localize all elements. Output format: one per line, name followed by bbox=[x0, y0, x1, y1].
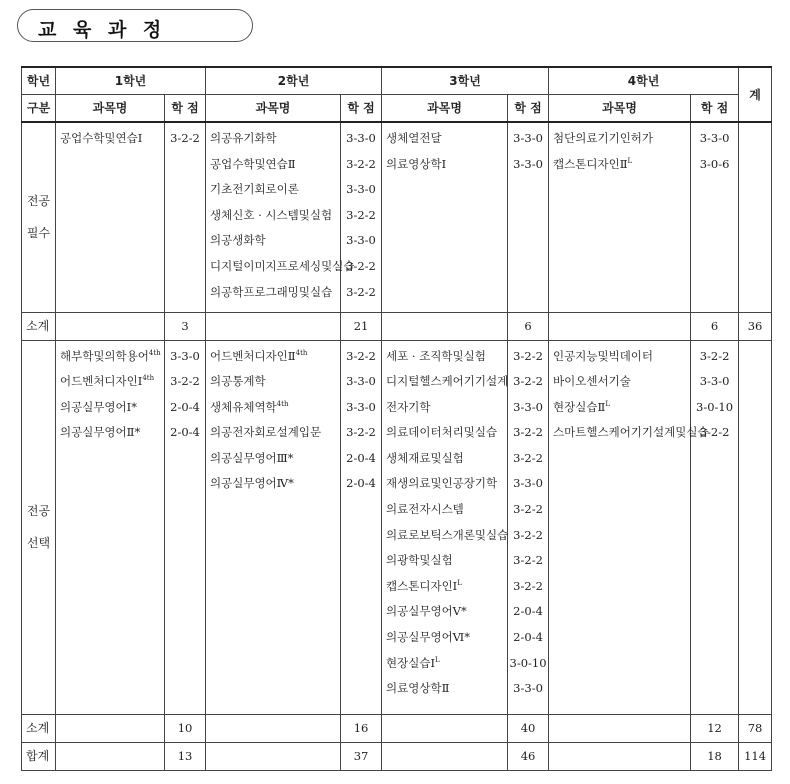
course-name: 재생의료및인공장기학 bbox=[386, 476, 498, 491]
required-y1-credits bbox=[165, 122, 206, 312]
required-y4-credits bbox=[691, 122, 739, 312]
year-4-header: 4학년 bbox=[549, 67, 739, 95]
required-y1-courses bbox=[56, 122, 165, 312]
course-name: 의료로보틱스개론및실습 bbox=[386, 527, 509, 542]
course-credit: 3-3-0 bbox=[346, 374, 376, 389]
elective-subtotal-row bbox=[22, 714, 772, 742]
course-name: 의공실무영어Ⅱ* bbox=[60, 425, 141, 440]
course-credit: 3-3-0 bbox=[699, 131, 730, 145]
subtotal-y1: 3 bbox=[165, 312, 206, 340]
subtotal-total: 36 bbox=[739, 312, 772, 340]
course-name: 현장실습Ⅰ$^L$ bbox=[386, 655, 440, 670]
course-name: 의공전자회로설계입문 bbox=[210, 425, 322, 440]
course-credit: 3-2-2 bbox=[699, 348, 730, 363]
course-credit: 3-2-2 bbox=[513, 527, 543, 542]
required-row bbox=[22, 122, 772, 312]
elective-y4-courses bbox=[549, 340, 709, 714]
required-y2-credits bbox=[341, 122, 382, 312]
course-name: 의공학프로그래밍및실습 bbox=[210, 284, 333, 299]
year-1-header: 1학년 bbox=[56, 67, 206, 95]
course-credit: 3-2-2 bbox=[513, 348, 543, 363]
course-name: 의료영상학Ⅰ bbox=[386, 156, 447, 171]
required-y4-courses bbox=[549, 122, 691, 312]
course-name: 의공실무영어Ⅲ* bbox=[210, 450, 294, 465]
grand-total-total: 114 bbox=[739, 742, 772, 770]
course-credit: 3-3-0 bbox=[513, 681, 543, 696]
credit-header: 학 점 bbox=[165, 95, 206, 123]
course-name: 현장실습Ⅱ$^L$ bbox=[553, 399, 610, 414]
course-credit: 2-0-4 bbox=[513, 604, 543, 619]
section-title: 교 육 과 정 bbox=[38, 19, 167, 41]
course-name: 의료데이터처리및실습 bbox=[386, 425, 498, 440]
course-name: 생체신호 · 시스템및실험 bbox=[210, 207, 333, 222]
elective-y3-credits bbox=[508, 340, 549, 714]
course-name: 어드벤처디자인Ⅱ$^{4th}$ bbox=[210, 348, 308, 363]
grand-total-label: 합계 bbox=[22, 742, 56, 770]
course-header: 과목명 bbox=[206, 95, 341, 123]
course-name: 디지털헬스케어기기설계 bbox=[386, 374, 509, 389]
credit-header: 학 점 bbox=[341, 95, 382, 123]
required-y2-courses bbox=[206, 122, 355, 312]
subtotal-total: 78 bbox=[739, 714, 772, 742]
elective-y1-courses bbox=[56, 340, 165, 714]
course-name: 의공실무영어Ⅳ* bbox=[210, 476, 294, 491]
course-name-capstone: 캡스톤디자인Ⅱ$^L$ bbox=[553, 156, 633, 171]
grand-total-y3: 46 bbox=[508, 742, 549, 770]
elective-y3-courses bbox=[382, 340, 508, 714]
course-name: 의공유기화학 bbox=[210, 131, 277, 145]
subtotal-label: 소계 bbox=[22, 312, 56, 340]
course-credit: 3-3-0 bbox=[346, 233, 376, 248]
course-name: 첨단의료기기인허가 bbox=[553, 131, 654, 145]
course-credit: 3-2-2 bbox=[513, 553, 543, 568]
course-name: 인공지능및빅데이터 bbox=[553, 348, 654, 363]
elective-y4-credits bbox=[691, 340, 739, 714]
required-category bbox=[22, 122, 56, 312]
course-credit: 3-2-2 bbox=[346, 156, 376, 171]
course-name: 의공실무영어Ⅴ* bbox=[386, 604, 467, 619]
course-header: 과목명 bbox=[549, 95, 691, 123]
elective-total-empty bbox=[739, 340, 772, 714]
subtotal-y4: 12 bbox=[691, 714, 739, 742]
course-credit: 3-2-2 bbox=[170, 374, 200, 389]
category-line: 선택 bbox=[26, 536, 51, 550]
course-credit: 3-2-2 bbox=[346, 258, 376, 273]
course-credit: 3-2-2 bbox=[346, 425, 376, 440]
course-credit: 3-3-0 bbox=[699, 374, 730, 389]
course-name: 의공생화학 bbox=[210, 233, 266, 248]
course-name: 공업수학및연습Ⅰ bbox=[60, 131, 143, 145]
grand-total-y4: 18 bbox=[691, 742, 739, 770]
total-header: 계 bbox=[739, 67, 772, 122]
course-name: 해부학및의학용어$^{4th}$ bbox=[60, 348, 161, 363]
header-row-columns bbox=[22, 95, 772, 123]
course-name: 디지털이미지프로세싱및실습 bbox=[210, 258, 355, 273]
course-credit: 3-2-2 bbox=[513, 502, 543, 517]
course-credit: 3-0-10 bbox=[696, 399, 734, 414]
division-header: 구분 bbox=[22, 95, 56, 123]
elective-y2-courses bbox=[206, 340, 341, 714]
required-subtotal-row bbox=[22, 312, 772, 340]
course-credit: 2-0-4 bbox=[513, 630, 543, 645]
course-credit: 3-2-2 bbox=[170, 131, 200, 145]
credit-header: 학 점 bbox=[691, 95, 739, 123]
course-credit: 3-3-0 bbox=[346, 131, 376, 145]
course-name: 의료전자시스템 bbox=[386, 502, 464, 517]
course-name: 생체유체역학$^{4th}$ bbox=[210, 399, 289, 414]
course-name: 스마트헬스케어기기설계및실습 bbox=[553, 425, 709, 440]
course-credit: 3-0-6 bbox=[699, 156, 730, 171]
section-title-box bbox=[17, 9, 253, 42]
course-credit: 3-2-2 bbox=[513, 578, 543, 593]
course-name: 생체재료및실험 bbox=[386, 450, 464, 465]
course-superscript: L bbox=[627, 156, 633, 165]
subtotal-y2: 21 bbox=[341, 312, 382, 340]
course-header: 과목명 bbox=[56, 95, 165, 123]
course-credit: 3-0-10 bbox=[509, 655, 547, 670]
category-line: 필수 bbox=[26, 226, 51, 241]
elective-row bbox=[22, 340, 772, 714]
subtotal-y2: 16 bbox=[341, 714, 382, 742]
course-name: 전자기학 bbox=[386, 399, 431, 414]
course-name: 의공실무영어Ⅰ* bbox=[60, 399, 137, 414]
category-line: 전공 bbox=[26, 504, 51, 518]
course-name: 어드벤처디자인Ⅰ$^{4th}$ bbox=[60, 374, 155, 389]
course-credit: 2-0-4 bbox=[346, 476, 376, 491]
subtotal-y3: 40 bbox=[508, 714, 549, 742]
credit-header: 학 점 bbox=[508, 95, 549, 123]
course-credit: 3-2-2 bbox=[346, 284, 376, 299]
course-name: 의공통계학 bbox=[210, 374, 266, 389]
course-name: 의료영상학Ⅱ bbox=[386, 681, 450, 696]
course-credit: 3-3-0 bbox=[513, 156, 543, 171]
course-credit: 3-2-2 bbox=[699, 425, 730, 440]
grand-total-y2: 37 bbox=[341, 742, 382, 770]
course-name: 의광학및실험 bbox=[386, 553, 453, 568]
course-credit: 2-0-4 bbox=[346, 450, 376, 465]
elective-y2-credits bbox=[341, 340, 382, 714]
year-2-header: 2학년 bbox=[206, 67, 382, 95]
course-name: 캡스톤디자인Ⅰ$^L$ bbox=[386, 578, 462, 593]
course-credit: 3-2-2 bbox=[513, 425, 543, 440]
year-3-header: 3학년 bbox=[382, 67, 549, 95]
header-row-years bbox=[22, 67, 772, 95]
course-name: 기초전기회로이론 bbox=[210, 182, 299, 197]
required-y3-courses bbox=[382, 122, 508, 312]
subtotal-y3: 6 bbox=[508, 312, 549, 340]
course-credit: 3-3-0 bbox=[346, 399, 376, 414]
course-credit: 3-3-0 bbox=[513, 131, 543, 145]
course-credit: 2-0-4 bbox=[170, 425, 200, 440]
course-credit: 3-3-0 bbox=[513, 476, 543, 491]
course-credit: 3-3-0 bbox=[346, 182, 376, 197]
grand-total-row bbox=[22, 742, 772, 770]
subtotal-y4: 6 bbox=[691, 312, 739, 340]
year-header-label: 학년 bbox=[22, 67, 56, 95]
course-name: 바이오센서기술 bbox=[553, 374, 631, 389]
curriculum-table bbox=[21, 66, 772, 771]
course-name: 의공실무영어Ⅵ* bbox=[386, 630, 471, 645]
course-credit: 3-2-2 bbox=[346, 348, 376, 363]
subtotal-y1: 10 bbox=[165, 714, 206, 742]
required-y3-credits bbox=[508, 122, 549, 312]
course-credit: 3-3-0 bbox=[513, 399, 543, 414]
course-name: 공업수학및연습Ⅱ bbox=[210, 156, 296, 171]
elective-y1-credits bbox=[165, 340, 206, 714]
course-name: 생체열전달 bbox=[386, 131, 442, 145]
course-credit: 2-0-4 bbox=[170, 399, 200, 414]
category-line: 전공 bbox=[26, 194, 51, 209]
course-credit: 3-2-2 bbox=[513, 450, 543, 465]
course-credit: 3-3-0 bbox=[170, 348, 200, 363]
elective-category bbox=[22, 340, 56, 714]
course-name: 세포 · 조직학및실험 bbox=[386, 348, 486, 363]
course-header: 과목명 bbox=[382, 95, 508, 123]
grand-total-y1: 13 bbox=[165, 742, 206, 770]
subtotal-label: 소계 bbox=[22, 714, 56, 742]
course-credit: 3-2-2 bbox=[513, 374, 543, 389]
required-total-empty bbox=[739, 122, 772, 312]
course-credit: 3-2-2 bbox=[346, 207, 376, 222]
